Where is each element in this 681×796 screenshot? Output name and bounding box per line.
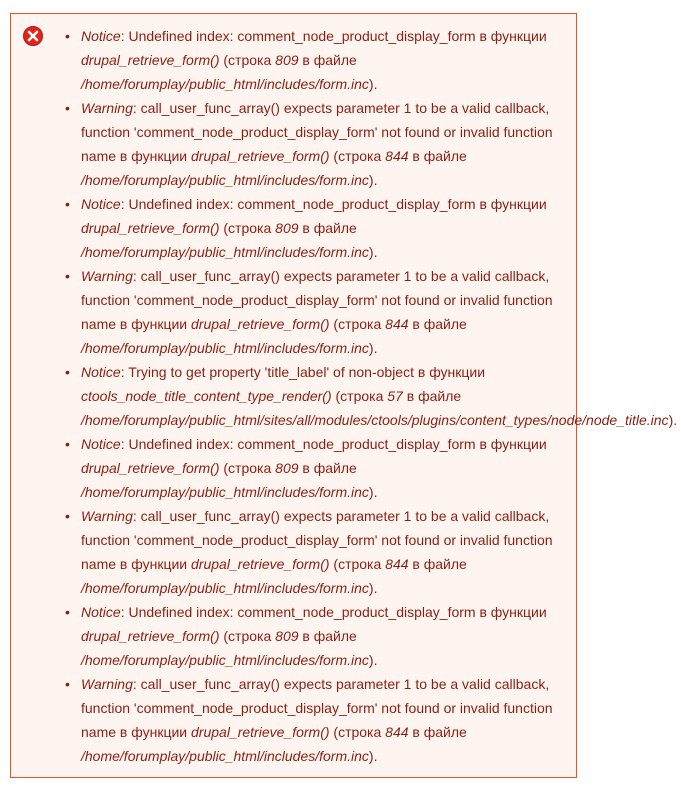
message-text: : Undefined index: comment_node_product_display_form в функции <box>120 604 547 620</box>
file-path: /home/forumplay/public_html/includes/form.inc <box>81 652 369 668</box>
file-path: /home/forumplay/public_html/includes/form.inc <box>81 484 369 500</box>
message-text: ). <box>368 340 378 356</box>
message-text: в файле <box>298 628 357 644</box>
message-item <box>81 360 681 432</box>
error-icon <box>23 26 43 46</box>
line-number: 844 <box>385 724 409 740</box>
line-number: 809 <box>275 220 299 236</box>
message-text: : Undefined index: comment_node_product_display_form в функции <box>120 196 547 212</box>
message-text: function 'comment_node_product_display_form' not found or invalid function <box>81 700 553 716</box>
line-number: 57 <box>387 388 403 404</box>
message-text: function 'comment_node_product_display_form' not found or invalid function <box>81 292 553 308</box>
message-text: (строка <box>329 316 386 332</box>
message-item <box>81 672 681 768</box>
line-number: 809 <box>275 52 299 68</box>
message-text: в файле <box>402 388 462 404</box>
function-name: drupal_retrieve_form() <box>81 460 220 476</box>
function-name: ctools_node_title_content_type_render() <box>81 388 332 404</box>
message-text: в файле <box>298 460 357 476</box>
message-text: в файле <box>298 220 357 236</box>
function-name: drupal_retrieve_form() <box>191 556 330 572</box>
message-text: name в функции <box>81 316 192 332</box>
function-name: drupal_retrieve_form() <box>191 148 330 164</box>
message-item <box>81 600 681 672</box>
message-text: : call_user_func_array() expects parameter 1 to be a valid callback, <box>132 100 550 116</box>
message-text: ). <box>368 748 378 764</box>
line-number: 809 <box>275 460 299 476</box>
message-text: ). <box>368 172 378 188</box>
file-path: /home/forumplay/public_html/includes/form.inc <box>81 580 369 596</box>
message-text: ). <box>368 76 378 92</box>
file-path: /home/forumplay/public_html/includes/form.inc <box>81 244 369 260</box>
message-text: : Undefined index: comment_node_product_display_form в функции <box>120 436 547 452</box>
error-messages-box <box>10 13 678 778</box>
message-text: name в функции <box>81 556 192 572</box>
line-number: 844 <box>385 316 409 332</box>
message-text: ). <box>368 580 378 596</box>
line-number: 844 <box>385 148 409 164</box>
message-text: : call_user_func_array() expects parameter 1 to be a valid callback, <box>132 508 550 524</box>
message-type: Notice <box>81 436 121 452</box>
line-number: 809 <box>275 628 299 644</box>
message-type: Notice <box>81 604 121 620</box>
message-text: : Trying to get property 'title_label' of non-object в функции <box>120 364 486 380</box>
message-type: Notice <box>81 364 121 380</box>
message-item <box>81 264 681 360</box>
message-type: Warning <box>81 100 133 116</box>
message-text: ). <box>368 652 378 668</box>
message-type: Notice <box>81 28 121 44</box>
function-name: drupal_retrieve_form() <box>81 220 220 236</box>
message-text: в файле <box>408 556 467 572</box>
message-item <box>81 432 681 504</box>
message-text: (строка <box>329 556 386 572</box>
function-name: drupal_retrieve_form() <box>191 316 330 332</box>
file-path: /home/forumplay/public_html/includes/form.inc <box>81 172 369 188</box>
message-text: в файле <box>408 148 467 164</box>
message-item <box>81 192 681 264</box>
line-number: 844 <box>385 556 409 572</box>
message-text: : Undefined index: comment_node_product_display_form в функции <box>120 28 547 44</box>
message-text: (строка <box>219 52 276 68</box>
message-text: : call_user_func_array() expects parameter 1 to be a valid callback, <box>132 676 550 692</box>
message-text: (строка <box>219 628 276 644</box>
message-text: name в функции <box>81 148 192 164</box>
function-name: drupal_retrieve_form() <box>191 724 330 740</box>
message-text: function 'comment_node_product_display_form' not found or invalid function <box>81 124 553 140</box>
function-name: drupal_retrieve_form() <box>81 628 220 644</box>
message-text: : call_user_func_array() expects parameter 1 to be a valid callback, <box>132 268 550 284</box>
file-path: /home/forumplay/public_html/sites/all/modules/ctools/plugins/content_types/node/node_title.inc <box>81 412 669 428</box>
message-text: в файле <box>298 52 357 68</box>
message-item <box>81 96 681 192</box>
message-item <box>81 24 681 96</box>
message-text: в файле <box>408 724 467 740</box>
message-text: (строка <box>219 460 276 476</box>
message-text: в файле <box>408 316 467 332</box>
message-text: (строка <box>219 220 276 236</box>
message-type: Warning <box>81 508 133 524</box>
message-text: name в функции <box>81 724 192 740</box>
message-text: ). <box>368 244 378 260</box>
message-list <box>81 24 681 768</box>
file-path: /home/forumplay/public_html/includes/form.inc <box>81 340 369 356</box>
message-text: ). <box>668 412 678 428</box>
function-name: drupal_retrieve_form() <box>81 52 220 68</box>
message-item <box>81 504 681 600</box>
message-text: (строка <box>329 724 386 740</box>
file-path: /home/forumplay/public_html/includes/form.inc <box>81 748 369 764</box>
message-text: function 'comment_node_product_display_form' not found or invalid function <box>81 532 553 548</box>
message-text: (строка <box>329 148 386 164</box>
message-type: Warning <box>81 676 133 692</box>
message-text: (строка <box>331 388 388 404</box>
message-type: Warning <box>81 268 133 284</box>
message-text: ). <box>368 484 378 500</box>
message-type: Notice <box>81 196 121 212</box>
file-path: /home/forumplay/public_html/includes/form.inc <box>81 76 369 92</box>
